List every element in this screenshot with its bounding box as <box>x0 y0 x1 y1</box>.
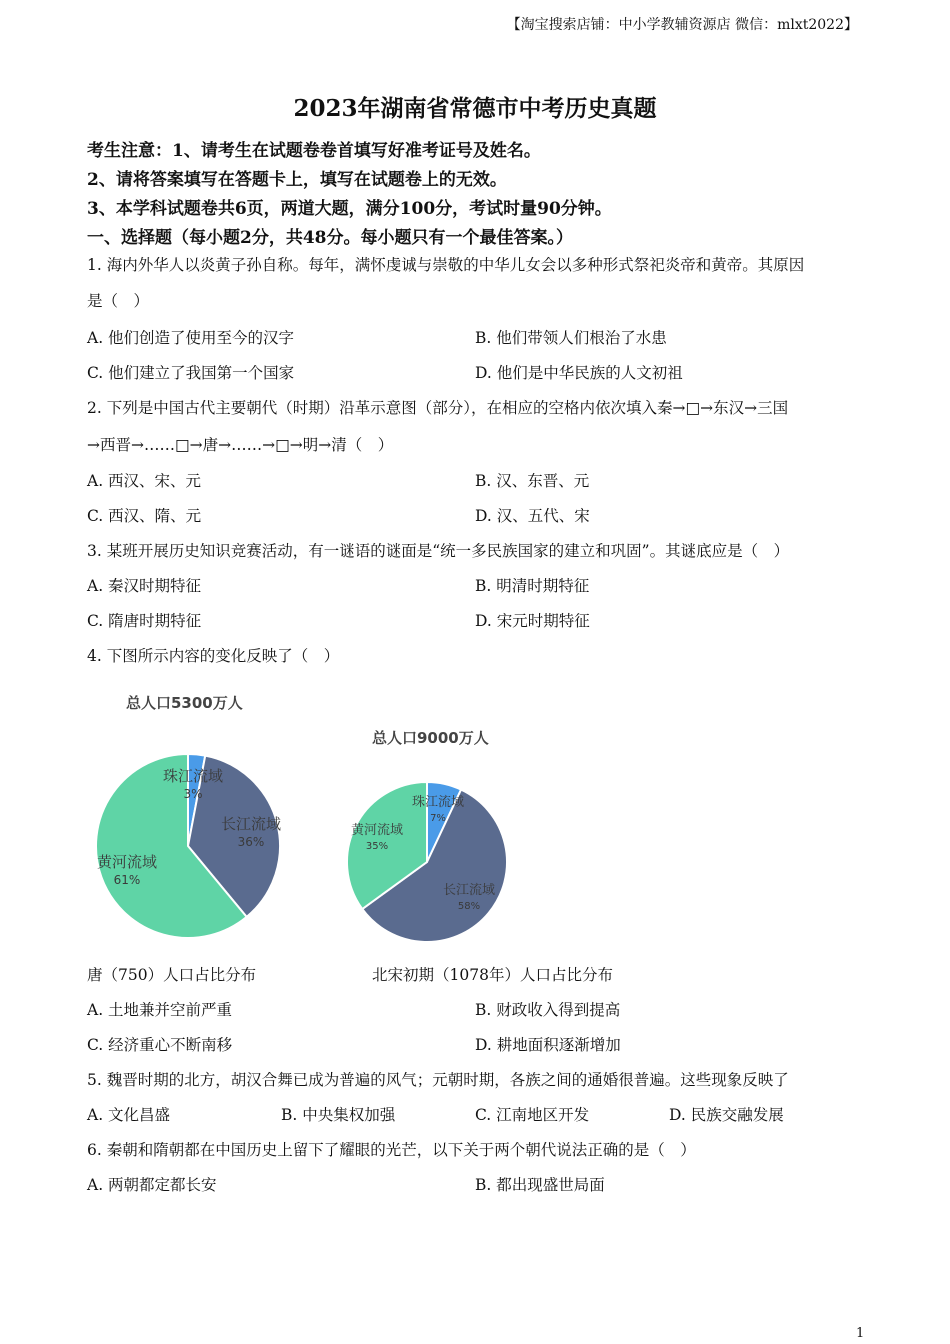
q4-option-a: A. 土地兼并空前严重 <box>87 1001 233 1019</box>
question-2-stem: 2. 下列是中国古代主要朝代（时期）沿革示意图（部分），在相应的空格内依次填入秦→□→东汉→三国 <box>87 399 789 417</box>
q1-option-a: A. 他们创造了使用至今的汉字 <box>87 329 295 347</box>
q3-option-a: A. 秦汉时期特征 <box>87 577 202 595</box>
q2-option-d: D. 汉、五代、宋 <box>475 507 590 525</box>
chart-2-value-changjiang: 58% <box>457 901 481 912</box>
chart-2-caption: 北宋初期（1078年）人口占比分布 <box>372 966 613 984</box>
notice-line-2: 2、请将答案填写在答题卡上，填写在试题卷上的无效。 <box>87 170 507 190</box>
page-number: 1 <box>856 1326 865 1341</box>
chart-2-value-zhujiang: 7% <box>430 813 446 824</box>
q3-option-c: C. 隋唐时期特征 <box>87 612 202 630</box>
chart-1-label-zhujiang: 珠江流域 <box>162 767 224 785</box>
q5-option-b: B. 中央集权加强 <box>281 1106 396 1124</box>
question-1-stem: 1. 海内外华人以炎黄子孙自称。每年，满怀虔诚与崇敬的中华儿女会以多种形式祭祀炎帝和黄帝。其原因 <box>87 256 805 274</box>
question-6-stem: 6. 秦朝和隋朝都在中国历史上留下了耀眼的光芒，以下关于两个朝代说法正确的是（ ） <box>87 1141 696 1159</box>
chart-2-label-huanghe: 黄河流域 <box>350 823 404 838</box>
chart-1-title: 总人口5300万人 <box>126 694 243 712</box>
q5-option-c: C. 江南地区开发 <box>475 1106 590 1124</box>
chart-1-value-zhujiang: 3% <box>183 787 203 801</box>
q2-option-b: B. 汉、东晋、元 <box>475 472 590 490</box>
q5-option-a: A. 文化昌盛 <box>87 1106 171 1124</box>
q4-option-c: C. 经济重心不断南移 <box>87 1036 233 1054</box>
q1-option-c: C. 他们建立了我国第一个国家 <box>87 364 295 382</box>
question-4-stem: 4. 下图所示内容的变化反映了（ ） <box>87 647 340 665</box>
q2-option-a: A. 西汉、宋、元 <box>87 472 202 490</box>
chart-1-caption: 唐（750）人口占比分布 <box>87 966 257 984</box>
q4-option-b: B. 财政收入得到提高 <box>475 1001 621 1019</box>
pie-chart-tang <box>85 745 295 950</box>
section-heading: 一、选择题（每小题2分，共48分。每小题只有一个最佳答案。） <box>87 228 573 248</box>
chart-1-value-huanghe: 61% <box>113 873 141 887</box>
question-2-stem-cont: →西晋→……□→唐→……→□→明→清（ ） <box>87 436 394 454</box>
q6-option-a: A. 两朝都定都长安 <box>87 1176 217 1194</box>
question-1-stem-cont: 是（ ） <box>87 292 150 310</box>
chart-1-label-changjiang: 长江流域 <box>220 815 282 833</box>
notice-line-3: 3、本学科试题卷共6页，两道大题，满分100分，考试时量90分钟。 <box>87 199 612 219</box>
page-header: 【淘宝搜索店铺：中小学教辅资源店 微信：mlxt2022】 <box>506 17 858 33</box>
page-title: 2023年湖南省常德市中考历史真题 <box>293 95 657 122</box>
notice-line-1: 考生注意：1、请考生在试题卷卷首填写好准考证号及姓名。 <box>87 141 541 161</box>
question-5-stem: 5. 魏晋时期的北方，胡汉合舞已成为普遍的风气；元朝时期，各族之间的通婚很普遍。这些现象反映了 <box>87 1071 789 1089</box>
q1-option-d: D. 他们是中华民族的人文初祖 <box>475 364 683 382</box>
question-3-stem: 3. 某班开展历史知识竞赛活动，有一谜语的谜面是“统一多民族国家的建立和巩固”。其谜底应是（ ） <box>87 542 790 560</box>
q6-option-b: B. 都出现盛世局面 <box>475 1176 605 1194</box>
chart-1-value-changjiang: 36% <box>237 835 265 849</box>
q5-option-d: D. 民族交融发展 <box>669 1106 784 1124</box>
q3-option-b: B. 明清时期特征 <box>475 577 590 595</box>
q2-option-c: C. 西汉、隋、元 <box>87 507 202 525</box>
chart-2-title: 总人口9000万人 <box>372 729 489 747</box>
chart-2-label-changjiang: 长江流域 <box>442 883 496 898</box>
chart-2-value-huanghe: 35% <box>365 841 389 852</box>
chart-2-label-zhujiang: 珠江流域 <box>411 795 465 810</box>
q4-option-d: D. 耕地面积逐渐增加 <box>475 1036 621 1054</box>
pie-chart-song <box>335 772 515 952</box>
q3-option-d: D. 宋元时期特征 <box>475 612 590 630</box>
q1-option-b: B. 他们带领人们根治了水患 <box>475 329 667 347</box>
chart-1-label-huanghe: 黄河流域 <box>96 853 158 871</box>
